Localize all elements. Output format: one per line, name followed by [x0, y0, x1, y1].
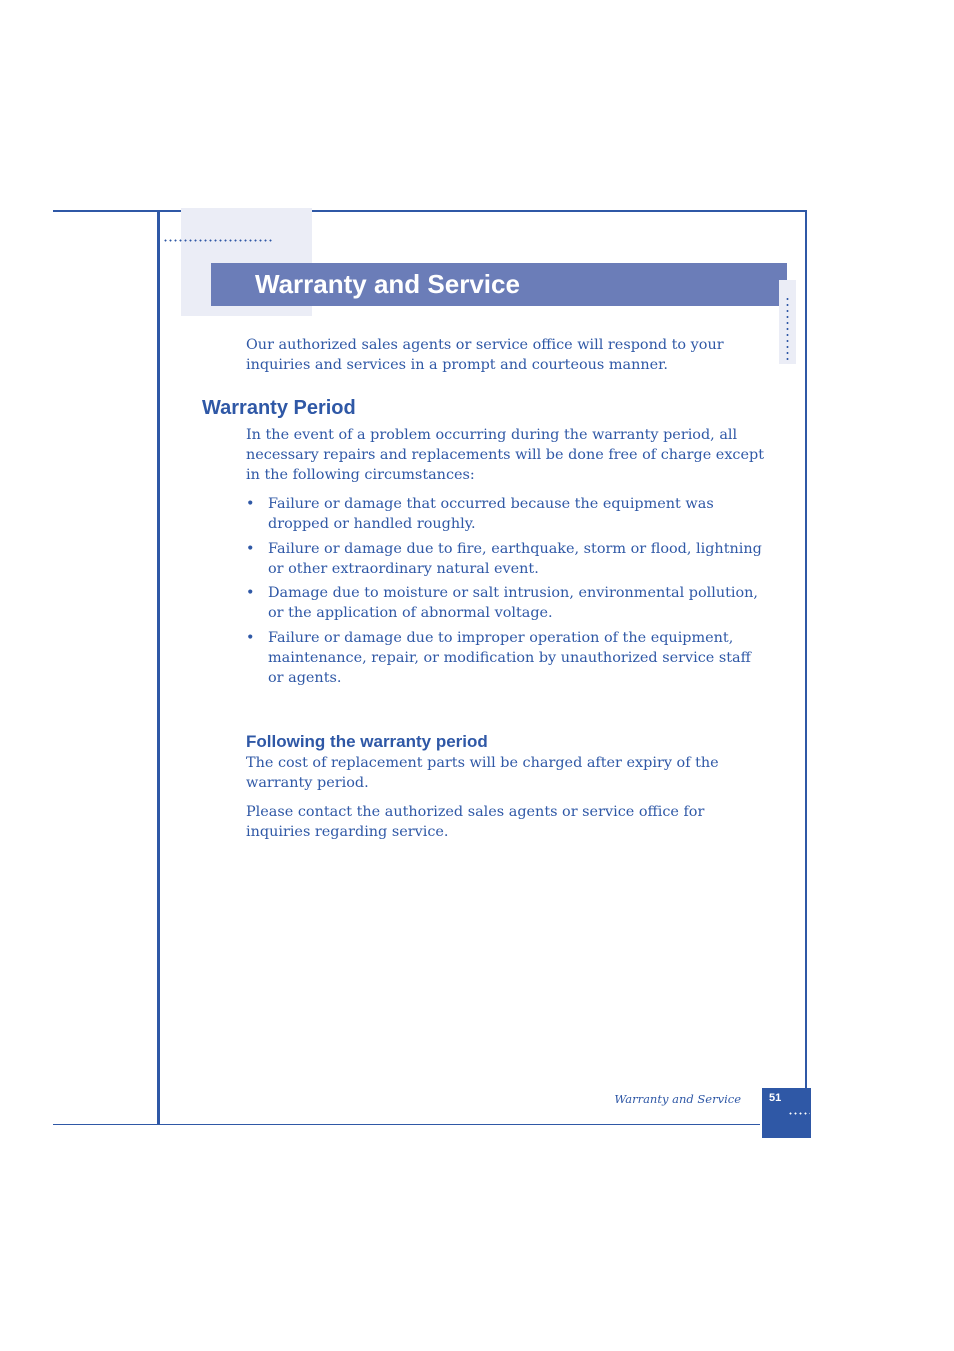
- list-item-text: Damage due to moisture or salt intrusion, environmental pollution, or the application of abnormal voltage.: [268, 585, 759, 621]
- top-border-line: [53, 210, 807, 212]
- bullet-icon: •: [246, 629, 255, 646]
- warranty-period-paragraph: In the event of a problem occurring during the warranty period, all necessary repairs and replacements will be done free of charge except in the following circumstances:: [246, 427, 764, 483]
- following-paragraph-1: The cost of replacement parts will be charged after expiry of the warranty period.: [246, 755, 719, 791]
- following-warranty-heading: Following the warranty period: [246, 732, 488, 751]
- list-item: [246, 628, 766, 688]
- warranty-period-heading: Warranty Period: [202, 397, 356, 419]
- exclusion-list: [246, 494, 766, 692]
- footer-section-label: Warranty and Service: [614, 1092, 741, 1106]
- bullet-icon: •: [246, 540, 255, 557]
- page-number: 51: [769, 1092, 782, 1104]
- list-item: [246, 583, 766, 623]
- intro-paragraph: Our authorized sales agents or service office will respond to your inquiries and services in a prompt and courteous manner.: [246, 337, 724, 373]
- bullet-icon: •: [246, 585, 255, 601]
- header-dotted-rule: [163, 239, 273, 242]
- left-border-line: [157, 210, 160, 1125]
- right-border-line: [805, 210, 807, 1088]
- list-item-text: Failure or damage that occurred because the equipment was dropped or handled roughly.: [268, 496, 714, 532]
- page-dotted-rule: [788, 1112, 810, 1115]
- list-item-text: Failure or damage due to fire, earthquake, storm or flood, lightning or other extraordinary natural event.: [268, 540, 762, 577]
- list-item: [246, 494, 766, 534]
- list-item-text: Failure or damage due to improper operation of the equipment, maintenance, repair, or modification by unauthorized service staff or agents.: [268, 629, 751, 686]
- title-bar: [211, 263, 787, 306]
- side-dotted-rule: [786, 296, 789, 364]
- bullet-icon: •: [246, 496, 255, 512]
- following-paragraph-2: Please contact the authorized sales agents or service office for inquiries regarding service.: [246, 804, 705, 840]
- page-title: Warranty and Service: [255, 269, 520, 299]
- bottom-border-line: [53, 1124, 760, 1125]
- page-number-box: [762, 1088, 811, 1138]
- list-item: [246, 539, 766, 579]
